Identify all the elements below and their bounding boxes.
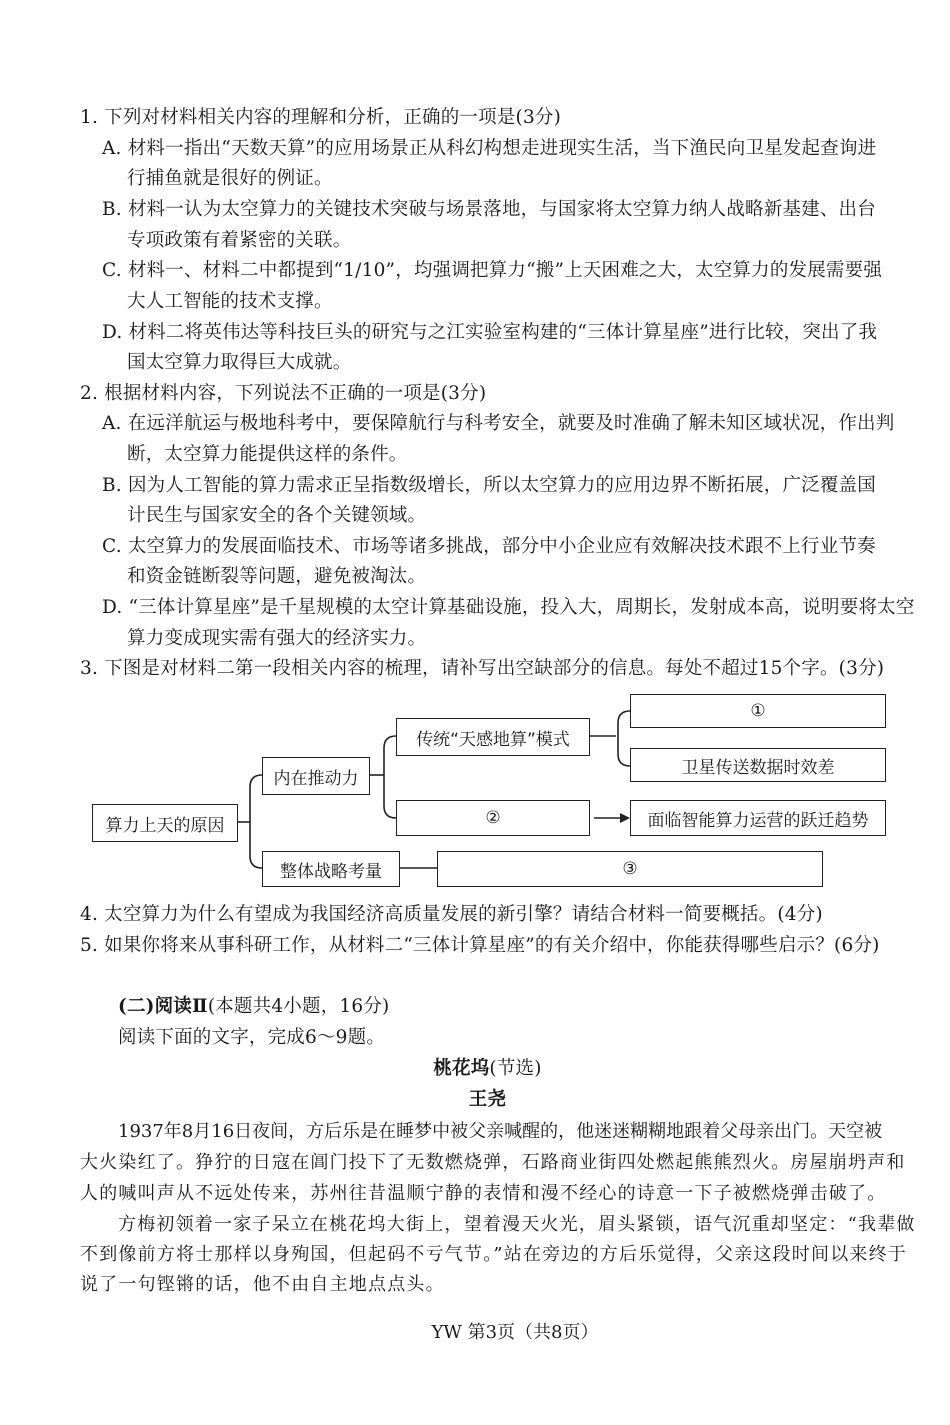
q1-option-d-line2: 国太空算力取得巨大成就。: [127, 352, 352, 373]
q1-option-c-line1: C. 材料一、材料二中都提到“1/10”，均强调把算力“搬”上天困难之大，太空算力的发展需要强: [102, 260, 883, 281]
diagram-inner-force-box: 内在推动力: [262, 757, 370, 795]
q2-stem: 2. 根据材料内容，下列说法不正确的一项是(3分): [80, 383, 487, 404]
section-instruction: 阅读下面的文字，完成6～9题。: [118, 1027, 386, 1048]
diagram-traditional-mode-box: 传统“天感地算”模式: [396, 718, 590, 756]
diagram-satellite-box: 卫星传送数据时效差: [630, 748, 886, 782]
diagram-blank-2: ②: [396, 800, 590, 836]
passage-line-6: 说了一句铿锵的话，他不由自主地点点头。: [80, 1274, 445, 1295]
diagram-blank-3: ③: [437, 851, 823, 887]
q1-option-d-line1: D. 材料二将英伟达等科技巨头的研究与之江实验室构建的“三体计算星座”进行比较，突出了我: [102, 322, 878, 343]
q2-option-c-line2: 和资金链断裂等问题，避免被淘汰。: [127, 566, 427, 587]
q4-stem: 4. 太空算力为什么有望成为我国经济高质量发展的新引擎？请结合材料一简要概括。(4分): [80, 904, 823, 925]
diagram-facing-trend-box: 面临智能算力运营的跃迁趋势: [630, 800, 886, 836]
passage-title: [0, 1056, 950, 1082]
section-heading: [118, 994, 389, 1020]
diagram-blank-1: ①: [630, 694, 886, 728]
q1-option-a-line1: A. 材料一指出“天数天算”的应用场景正从科幻构想走进现实生活，当下渔民向卫星发起查询进: [102, 138, 877, 159]
passage-line-2: 大火染红了。狰狞的日寇在阊门投下了无数燃烧弹，石路商业街四处燃起熊熊烈火。房屋崩坍声和: [80, 1152, 906, 1173]
passage-line-1: 1937年8月16日夜间，方后乐是在睡梦中被父亲喊醒的，他迷迷糊糊地跟着父母亲出门。天空被: [118, 1121, 883, 1142]
q5-stem: 5. 如果你将来从事科研工作，从材料二“三体计算星座”的有关介绍中，你能获得哪些启示？(6分): [80, 935, 880, 956]
q1-option-a-line2: 行捕鱼就是很好的例证。: [127, 168, 333, 189]
q2-option-c-line1: C. 太空算力的发展面临技术、市场等诸多挑战，部分中小企业应有效解决技术跟不上行业节奏: [102, 536, 876, 557]
q1-stem: 1. 下列对材料相关内容的理解和分析，正确的一项是(3分): [80, 107, 562, 128]
diagram-root-box: 算力上天的原因: [92, 804, 238, 842]
passage-line-3: 人的喊叫声从不远处传来，苏州往昔温顺宁静的表情和漫不经心的诗意一下子被燃烧弹击破了。: [80, 1183, 887, 1204]
q3-stem: 3. 下图是对材料二第一段相关内容的梳理，请补写出空缺部分的信息。每处不超过15个字。(3分): [80, 658, 885, 679]
q2-option-b-line1: B. 因为人工智能的算力需求正呈指数级增长，所以太空算力的应用边界不断拓展，广泛覆盖国: [102, 475, 876, 496]
q1-option-c-line2: 大人工智能的技术支撑。: [127, 291, 333, 312]
q1-option-b-line1: B. 材料一认为太空算力的关键技术突破与场景落地，与国家将太空算力纳人战略新基建、出台: [102, 199, 876, 220]
passage-author: 王尧: [468, 1089, 507, 1110]
q2-option-a-line1: A. 在远洋航运与极地科考中，要保障航行与科考安全，就要及时准确了解未知区域状况，作出判: [102, 413, 895, 434]
passage-title-main: 桃花坞: [433, 1058, 490, 1079]
q2-option-d-line2: 算力变成现实需有强大的经济实力。: [127, 628, 427, 649]
diagram-overall-strategy-box: 整体战略考量: [262, 851, 400, 887]
q2-option-d-line1: D. “三体计算星座”是千星规模的太空计算基础设施，投入大，周期长，发射成本高，说明要将太空: [102, 597, 915, 618]
passage-line-4: 方梅初领着一家子呆立在桃花坞大街上，望着漫天火光，眉头紧锁，语气沉重却坚定：“我辈做: [118, 1214, 916, 1235]
passage-line-5: 不到像前方将士那样以身殉国，但起码不亏气节。”站在旁边的方后乐觉得，父亲这段时间以来终于: [80, 1244, 907, 1265]
section-heading-rest: (本题共4小题，16分): [207, 996, 390, 1017]
q2-option-a-line2: 断，太空算力能提供这样的条件。: [127, 444, 408, 465]
page-footer: YW 第3页（共8页）: [431, 1322, 599, 1343]
passage-title-note: (节选): [489, 1058, 542, 1079]
q1-option-b-line2: 专项政策有着紧密的关联。: [127, 230, 352, 251]
q2-option-b-line2: 计民生与国家安全的各个关键领域。: [127, 505, 427, 526]
arrow-head-icon: [620, 813, 630, 823]
section-heading-bold: (二)阅读Ⅱ: [118, 996, 208, 1017]
